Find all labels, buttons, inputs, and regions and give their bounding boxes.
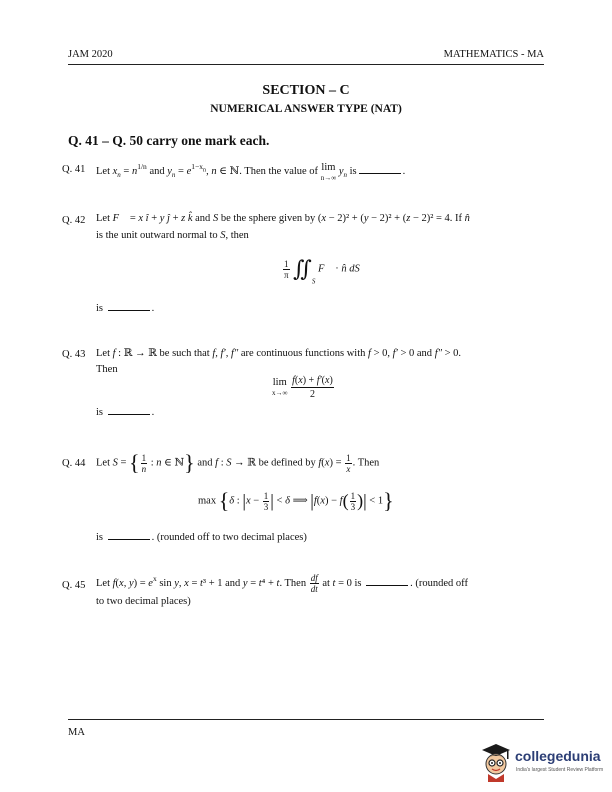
section-title: SECTION – C: [262, 83, 350, 98]
q44-answer-line: is . (rounded off to two decimal places): [96, 532, 307, 543]
logo-wordmark: collegedunia: [515, 748, 601, 764]
q43-number: Q. 43: [62, 349, 86, 360]
q44-number: Q. 44: [62, 458, 86, 469]
q41-text: Let $x_n = n^{1/n}$ and $y_n = e^{1-x_n}$, n ∈ ℕ. Then the value of lim n→∞ $y_n$ is .: [96, 162, 406, 182]
q43-text-line2: Then: [96, 364, 118, 375]
q45-number: Q. 45: [62, 580, 86, 591]
q45-text-line1: Let f(x, $y) = e^x$ sin y, x = t³ + 1 and y = t⁴ + t. Then $\frac{df}{dt}$ at t = 0 is . (rounded off: [96, 573, 468, 594]
q42-text-line2: is the unit outward normal to S, then: [96, 230, 249, 241]
q42-number: Q. 42: [62, 215, 86, 226]
q42-display-integral: $\frac{1}{\pi}$ $∬_S$ F⃗ · n̂ dS: [283, 256, 360, 286]
section-subtitle: NUMERICAL ANSWER TYPE (NAT): [210, 103, 402, 115]
q43-answer-line: is .: [96, 407, 155, 418]
logo-tagline: India's largest Student Review Platform: [516, 767, 604, 773]
q44-display-max: max {δ : |x − $\frac{1}{3}$ | < δ ⟹ |f(x) − f( $\frac{1}{3}$ )| < 1}: [198, 488, 394, 513]
q44-text-line1: Let S = { $\frac{1}{n}$ : n ∈ ℕ} and f : S → ℝ be defined by f(x) = $\frac{1}{x}$ . Then: [96, 450, 380, 475]
footer-rule: [68, 719, 544, 720]
footer-code: MA: [68, 727, 85, 738]
q43-display-limit: lim x→∞ $\frac{f(x) + f'(x)}{2}$: [272, 375, 333, 400]
q42-answer-line: is .: [96, 303, 155, 314]
header-subject: MATHEMATICS - MA: [443, 49, 544, 60]
marks-intro: Q. 41 – Q. 50 carry one mark each.: [68, 133, 270, 148]
header-exam-name: JAM 2020: [68, 49, 113, 60]
q42-text-line1: Let F⃗ = x î + y ĵ + z k̂ and S be the sphere given by (x − 2)² + (y − 2)² + (z − 2)² = 4. If n̂: [96, 213, 470, 224]
q43-text-line1: Let f : ℝ → ℝ be such that f, f′, f″ are continuous functions with f > 0, f′ > 0 and f″ > 0.: [96, 348, 462, 359]
q41-number: Q. 41: [62, 164, 86, 175]
mascot-icon: [478, 742, 514, 782]
header-rule: [68, 64, 544, 65]
collegedunia-logo: [478, 742, 608, 786]
q45-text-line2: to two decimal places): [96, 596, 191, 607]
